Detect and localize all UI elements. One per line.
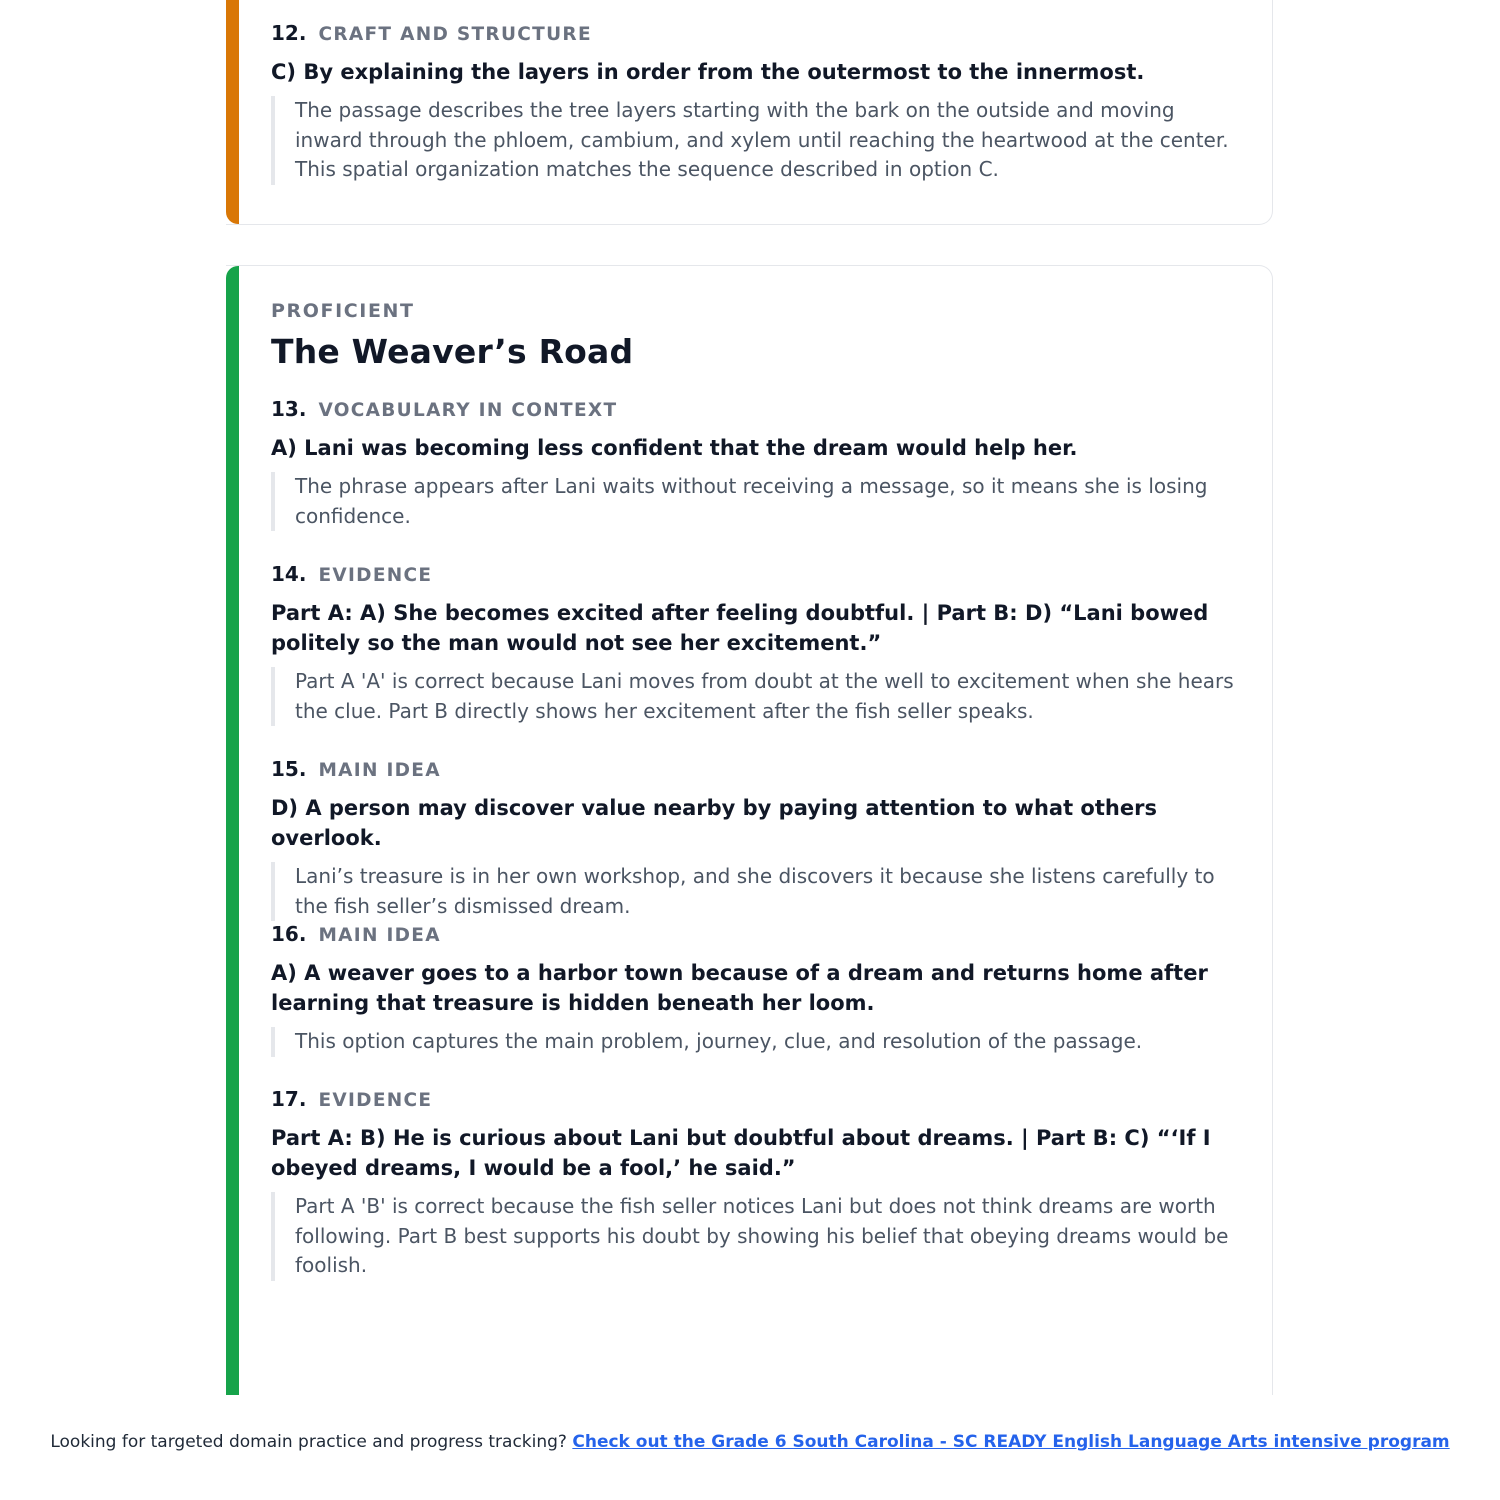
question-answer: A) Lani was becoming less confident that the dream would help her. [271,436,1078,460]
question-category: CRAFT AND STRUCTURE [318,24,592,45]
passage-title: The Weaver’s Road [271,332,634,371]
question-header [271,562,1242,586]
question-header [271,757,1242,781]
question-header [271,922,1242,946]
card-accent-bar [226,0,239,224]
passage-level: PROFICIENT [271,300,415,322]
question-item [271,922,1242,1057]
question-header [271,397,1242,421]
question-number: 17. [271,1087,307,1111]
question-answer: D) A person may discover value nearby by paying attention to what others overlook. [271,796,1157,850]
passage-card [226,265,1273,1425]
question-category: VOCABULARY IN CONTEXT [318,400,618,421]
question-explanation: Part A 'B' is correct because the fish seller notices Lani but does not think dreams are worth following. Part B best supports his doubt by showing his belief that obeying dreams would be foolish. [271,1192,1242,1281]
question-explanation: Part A 'A' is correct because Lani moves from doubt at the well to excitement when she hears the clue. Part B directly shows her excitement after the fish seller speaks. [271,667,1242,726]
question-item [271,562,1242,726]
answer-card-craft [226,0,1273,225]
question-item [271,397,1242,531]
question-category: MAIN IDEA [318,760,441,781]
question-answer: Part A: B) He is curious about Lani but doubtful about dreams. | Part B: C) “‘If I obeyed dreams, I would be a fool,’ he said.” [271,1126,1211,1180]
question-answer: A) A weaver goes to a harbor town because of a dream and returns home after learning that treasure is hidden beneath her loom. [271,961,1208,1015]
passage-header [271,300,1242,371]
footer-promo [0,1432,1500,1452]
question-number: 13. [271,397,307,421]
question-number: 14. [271,562,307,586]
question-explanation: The passage describes the tree layers starting with the bark on the outside and moving inward through the phloem, cambium, and xylem until reaching the heartwood at the center. This spatial organization matches the sequence described in option C. [271,96,1242,185]
program-link[interactable]: Check out the Grade 6 South Carolina - SC READY English Language Arts intensive program [572,1432,1450,1452]
question-explanation: The phrase appears after Lani waits without receiving a message, so it means she is losing confidence. [271,472,1242,531]
question-answer: C) By explaining the layers in order from the outermost to the innermost. [271,60,1145,84]
question-category: MAIN IDEA [318,925,441,946]
question-number: 15. [271,757,307,781]
card-accent-bar [226,266,239,1396]
question-number: 12. [271,21,307,45]
question-answer: Part A: A) She becomes excited after feeling doubtful. | Part B: D) “Lani bowed politely so the man would not see her excitement.” [271,601,1209,655]
question-category: EVIDENCE [318,565,433,586]
question-header [271,1087,1242,1111]
question-explanation: Lani’s treasure is in her own workshop, and she discovers it because she listens carefully to the fish seller’s dismissed dream. [271,862,1242,921]
footer-text: Looking for targeted domain practice and progress tracking? [50,1432,567,1452]
question-number: 16. [271,922,307,946]
question-explanation: This option captures the main problem, journey, clue, and resolution of the passage. [271,1027,1242,1057]
question-item [271,1087,1242,1281]
question-header [271,21,1242,45]
question-item [271,21,1242,185]
question-item [271,757,1242,921]
question-category: EVIDENCE [318,1090,433,1111]
